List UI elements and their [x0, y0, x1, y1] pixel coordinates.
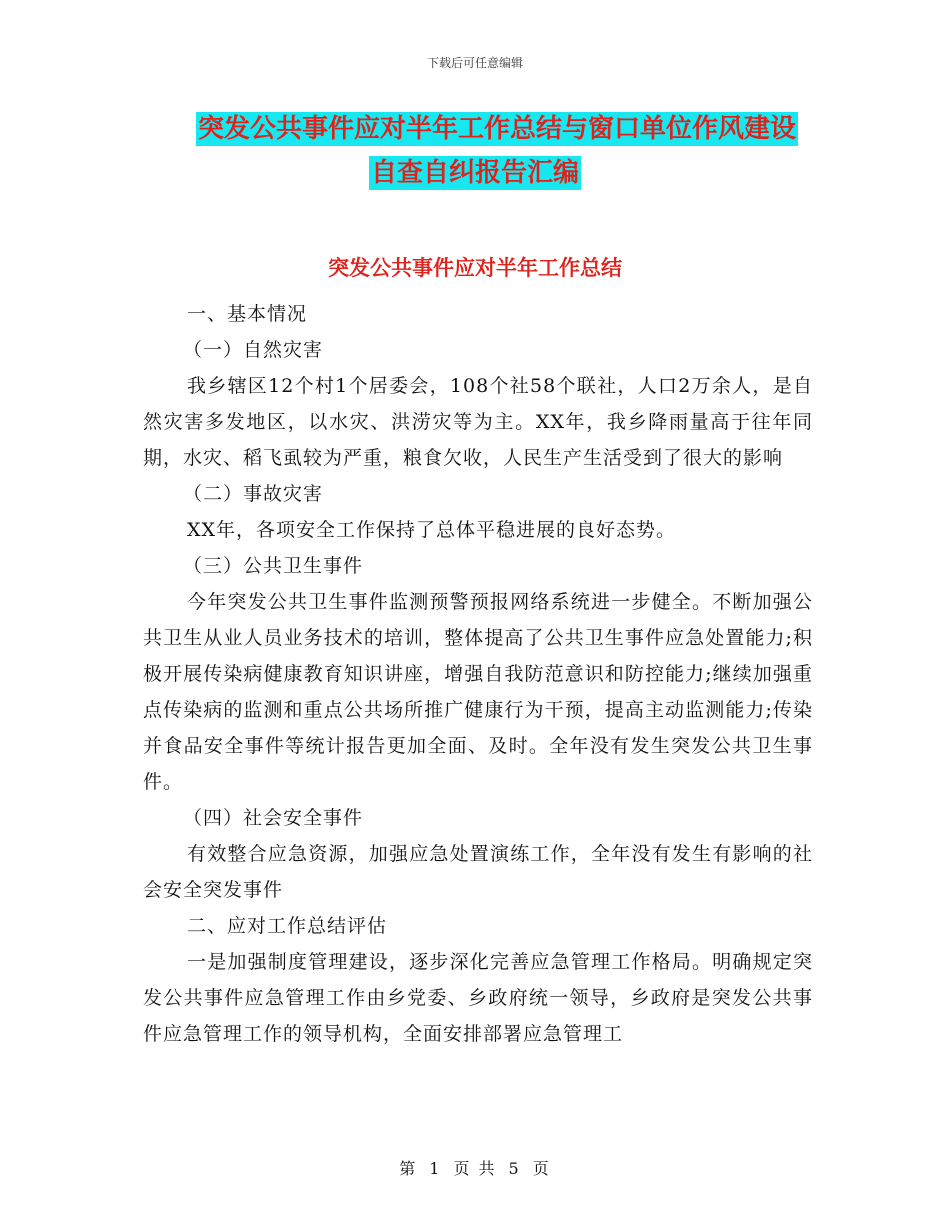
section-subtitle: 突发公共事件应对半年工作总结 [328, 256, 622, 280]
footer-mid: 页 共 [453, 1159, 497, 1178]
paragraph-accident-disaster: XX年，各项安全工作保持了总体平稳进展的良好态势。 [187, 519, 677, 541]
document-title [0, 112, 950, 190]
heading-evaluation: 二、应对工作总结评估 [187, 915, 388, 937]
heading-public-health: （三）公共卫生事件 [183, 555, 364, 577]
document-body [143, 296, 813, 1052]
footer-suffix: 页 [532, 1159, 551, 1178]
page-header-note: 下载后可任意编辑 [426, 56, 523, 70]
page-footer [0, 1156, 950, 1179]
paragraph-natural-disaster: 我乡辖区12个村1个居委会，108个社58个联社，人口2万余人，是自然灾害多发地区，以水灾、洪涝灾等为主。XX年，我乡降雨量高于往年同期，水灾、稻飞虱较为严重，粮食欠收，人民生产生活受到了很大的影响 [143, 375, 813, 469]
paragraph-public-health: 今年突发公共卫生事件监测预警预报网络系统进一步健全。不断加强公共卫生从业人员业务技术的培训，整体提高了公共卫生事件应急处置能力;积极开展传染病健康教育知识讲座，增强自我防范意识和防控能力;继续加强重点传染病的监测和重点公共场所推广健康行为干预，提高主动监测能力;传染并食品安全事件等统计报告更加全面、及时。全年没有发生突发公共卫生事件。 [143, 591, 813, 793]
heading-basic-situation: 一、基本情况 [187, 303, 308, 325]
paragraph-social-security: 有效整合应急资源，加强应急处置演练工作，全年没有发生有影响的社会安全突发事件 [143, 843, 813, 901]
title-line-1: 突发公共事件应对半年工作总结与窗口单位作风建设 [197, 114, 796, 144]
paragraph-evaluation: 一是加强制度管理建设，逐步深化完善应急管理工作格局。明确规定突发公共事件应急管理工作由乡党委、乡政府统一领导，乡政府是突发公共事件应急管理工作的领导机构，全面安排部署应急管理工 [143, 951, 813, 1045]
heading-natural-disaster: （一）自然灾害 [183, 339, 324, 361]
footer-prefix: 第 [399, 1159, 418, 1178]
heading-accident-disaster: （二）事故灾害 [183, 483, 324, 505]
footer-total-pages: 5 [508, 1159, 521, 1178]
title-line-2: 自查自纠报告汇编 [370, 158, 579, 188]
heading-social-security: （四）社会安全事件 [183, 807, 364, 829]
footer-page-number: 1 [429, 1159, 442, 1178]
